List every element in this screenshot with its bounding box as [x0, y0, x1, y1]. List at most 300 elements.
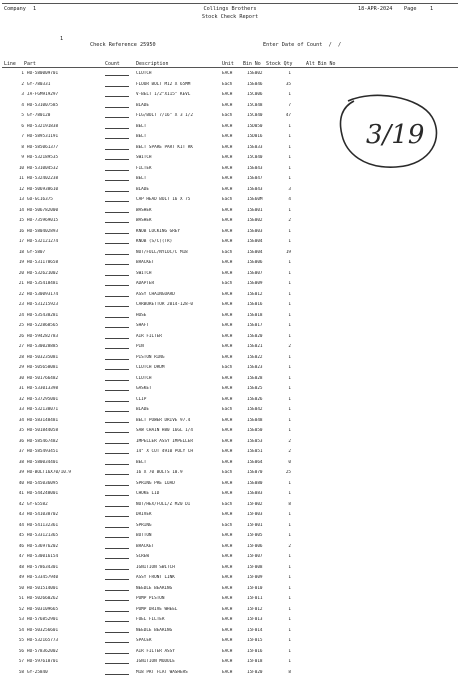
table-row [0, 279, 460, 290]
description: BELT [136, 460, 216, 465]
part-number: HU-583148481 [27, 418, 107, 423]
stock-qty: 1 [271, 292, 291, 297]
description: ASSY FRONT LINK [136, 575, 216, 580]
count-entry-line[interactable] [105, 464, 129, 466]
count-entry-line[interactable] [105, 621, 129, 623]
part-number: HU-580034401 [27, 460, 107, 465]
line-number: 3 [2, 92, 24, 97]
description: KNOB LOCKING GREY [136, 229, 216, 234]
unit: EACH [222, 302, 244, 307]
stock-qty: 1 [271, 281, 291, 286]
bin-number: 15F006 [247, 544, 270, 549]
table-row [0, 552, 460, 563]
bin-number: 15E018 [247, 313, 270, 318]
line-number: 30 [2, 376, 24, 381]
line-number: 46 [2, 544, 24, 549]
stock-qty: 25 [271, 470, 291, 475]
count-entry-line[interactable] [105, 579, 129, 581]
part-number: HU-530093174 [27, 292, 107, 297]
count-entry-line[interactable] [105, 674, 129, 676]
stock-qty: 1 [271, 512, 291, 517]
col-line: Line [4, 61, 16, 67]
line-number: 31 [2, 386, 24, 391]
bin-number: 15C040 [247, 155, 270, 160]
part-number: HU-532138071 [27, 407, 107, 412]
part-number: HU-536976202 [27, 544, 107, 549]
count-entry-line[interactable] [105, 233, 129, 235]
table-row [0, 447, 460, 458]
part-number: HU-585493451 [27, 449, 107, 454]
line-number: 28 [2, 355, 24, 360]
description: NEEDLE BEARING [136, 628, 216, 633]
unit: EACH [222, 596, 244, 601]
bin-number: 15E026 [247, 397, 270, 402]
line-number: 57 [2, 659, 24, 664]
stock-qty: 1 [271, 418, 291, 423]
count-entry-line[interactable] [105, 632, 129, 634]
line-number: 43 [2, 512, 24, 517]
count-entry-line[interactable] [105, 558, 129, 560]
count-entry-line[interactable] [105, 264, 129, 266]
line-number: 32 [2, 397, 24, 402]
count-entry-line[interactable] [105, 107, 129, 109]
line-number: 16 [2, 229, 24, 234]
count-entry-line[interactable] [105, 201, 129, 203]
line-number: 26 [2, 334, 24, 339]
stock-qty: 2 [271, 439, 291, 444]
description: CLIP [136, 397, 216, 402]
description: WASHER [136, 218, 216, 223]
unit: EACH [222, 134, 244, 139]
description: IMPELLER ASSY IMPELLER [136, 439, 216, 444]
bin-number: 15F014 [247, 628, 270, 633]
count-entry-line[interactable] [105, 128, 129, 130]
description: BLADE [136, 103, 216, 108]
part-number: HU-BOLT16X70/10.9 [27, 470, 107, 475]
table-row [0, 615, 460, 626]
stock-qty: 1 [271, 638, 291, 643]
count-entry-line[interactable] [105, 569, 129, 571]
bin-number: 15C006 [247, 92, 270, 97]
stock-qty: 19 [271, 250, 291, 255]
table-row [0, 426, 460, 437]
description: ADAPTER [136, 281, 216, 286]
count-entry-line[interactable] [105, 537, 129, 539]
count-entry-line[interactable] [105, 611, 129, 613]
unit: EACH [222, 586, 244, 591]
part-number: HU-506782000 [27, 208, 107, 213]
stock-qty: 47 [271, 113, 291, 118]
table-row [0, 90, 460, 101]
bin-number: 15E023 [247, 365, 270, 370]
part-number: GY-25840 [27, 670, 107, 675]
table-row [0, 363, 460, 374]
table-row [0, 342, 460, 353]
line-number: 10 [2, 166, 24, 171]
unit: Each [222, 502, 244, 507]
table-row [0, 437, 460, 448]
count-entry-line[interactable] [105, 401, 129, 403]
table-row [0, 216, 460, 227]
stock-qty: 1 [271, 628, 291, 633]
part-number: HU-585467482 [27, 439, 107, 444]
count-entry-line[interactable] [105, 485, 129, 487]
unit: EACH [222, 439, 244, 444]
count-entry-line[interactable] [105, 590, 129, 592]
table-row [0, 227, 460, 238]
line-number: 17 [2, 239, 24, 244]
count-entry-line[interactable] [105, 527, 129, 529]
description: NEEDLE BEARING [136, 586, 216, 591]
stock-qty: 1 [271, 596, 291, 601]
line-number: 36 [2, 439, 24, 444]
stock-qty: 1 [271, 71, 291, 76]
unit: EACH [222, 554, 244, 559]
line-number: 5 [2, 113, 24, 118]
bin-number: 15E028 [247, 376, 270, 381]
stock-qty: 7 [271, 103, 291, 108]
part-number: HU-545036095 [27, 481, 107, 486]
line-number: 19 [2, 260, 24, 265]
part-number: HU-532402238 [27, 176, 107, 181]
unit: Each [222, 82, 244, 87]
bin-number: 15E070 [247, 470, 270, 475]
count-entry-line[interactable] [105, 170, 129, 172]
table-row [0, 332, 460, 343]
count-entry-line[interactable] [105, 642, 129, 644]
col-unit: Unit [222, 61, 234, 67]
count-entry-line[interactable] [105, 317, 129, 319]
unit: EACH [222, 460, 244, 465]
bin-number: 15F007 [247, 554, 270, 559]
count-entry-line[interactable] [105, 516, 129, 518]
table-row [0, 80, 460, 91]
line-number: 18 [2, 250, 24, 255]
bin-number: 15E002 [247, 71, 270, 76]
description: BELT SPARE PART KIT RK [136, 145, 216, 150]
count-entry-line[interactable] [105, 495, 129, 497]
table-row [0, 573, 460, 584]
unit: EACH [222, 218, 244, 223]
part-number: HU-531004532 [27, 166, 107, 171]
description: CLUTCH [136, 376, 216, 381]
table-row [0, 479, 460, 490]
bin-number: 15C048 [247, 103, 270, 108]
count-entry-line[interactable] [105, 548, 129, 550]
line-number: 38 [2, 460, 24, 465]
bin-number: 15F009 [247, 575, 270, 580]
table-row [0, 206, 460, 217]
line-number: 45 [2, 533, 24, 538]
stock-qty: 2 [271, 544, 291, 549]
bin-number: 15D050 [247, 124, 270, 129]
description: BLADE [136, 407, 216, 412]
line-number: 40 [2, 481, 24, 486]
part-number: HU-531178658 [27, 260, 107, 265]
line-number: 39 [2, 470, 24, 475]
description: BUTTON [136, 533, 216, 538]
bin-number: 15E021 [247, 344, 270, 349]
part-number: HU-522868565 [27, 323, 107, 328]
count-entry-line[interactable] [105, 212, 129, 214]
line-number: 48 [2, 565, 24, 570]
bin-number: 15E083 [247, 491, 270, 496]
part-number: HU-576852901 [27, 617, 107, 622]
count-entry-line[interactable] [105, 275, 129, 277]
count-entry-line[interactable] [105, 138, 129, 140]
line-number: 1 [2, 71, 24, 76]
table-row [0, 594, 460, 605]
line-number: 7 [2, 134, 24, 139]
part-number: HU-594282783 [27, 334, 107, 339]
part-number: HU-532165773 [27, 638, 107, 643]
unit: EACH [222, 418, 244, 423]
unit: EACH [222, 292, 244, 297]
description: BRACKET [136, 260, 216, 265]
stock-qty: 1 [271, 271, 291, 276]
part-number: HU-585061377 [27, 145, 107, 150]
table-row [0, 489, 460, 500]
table-row [0, 300, 460, 311]
table-row [0, 605, 460, 616]
bin-number: 15F005 [247, 533, 270, 538]
page-label: Page [404, 6, 417, 12]
unit: EACH [222, 544, 244, 549]
line-number: 55 [2, 638, 24, 643]
part-number: HU-530016154 [27, 554, 107, 559]
description: FILTER [136, 166, 216, 171]
count-entry-line[interactable] [105, 653, 129, 655]
stock-qty: 1 [271, 166, 291, 171]
stock-qty: 1 [271, 554, 291, 559]
part-number: HU-501766482 [27, 376, 107, 381]
description: PIN [136, 344, 216, 349]
count-entry-line[interactable] [105, 254, 129, 256]
description: CAP HEAD BOLT 16 X 75 [136, 197, 216, 202]
count-entry-line[interactable] [105, 369, 129, 371]
description: BLADE [136, 187, 216, 192]
line-number: 51 [2, 596, 24, 601]
unit: EACH [222, 145, 244, 150]
count-entry-line[interactable] [105, 86, 129, 88]
part-number: HU-589531191 [27, 134, 107, 139]
part-number: HU-533121365 [27, 533, 107, 538]
description: 16 X 70 BOLTS 10.9 [136, 470, 216, 475]
part-number: HU-532189535 [27, 155, 107, 160]
description: PISTON RING [136, 355, 216, 360]
description: SWITCH [136, 271, 216, 276]
part-number: GY-G5582 [27, 502, 107, 507]
part-number: HU-505658081 [27, 365, 107, 370]
page-number: 1 [430, 6, 433, 12]
description: IGNITION SWITCH [136, 565, 216, 570]
table-row [0, 636, 460, 647]
stock-qty: 1 [271, 302, 291, 307]
count-entry-line[interactable] [105, 422, 129, 424]
part-number: HU-541132361 [27, 523, 107, 528]
unit: Each [222, 523, 244, 528]
line-number: 41 [2, 491, 24, 496]
description: PUMP PISTON [136, 596, 216, 601]
table-row [0, 258, 460, 269]
bin-number: 15F002 [247, 502, 270, 507]
part-number: HU-503235081 [27, 355, 107, 360]
bin-number: 15F012 [247, 607, 270, 612]
bin-number: 15E006 [247, 260, 270, 265]
bin-number: 15E050 [247, 428, 270, 433]
part-number: HU-580009701 [27, 71, 107, 76]
count-entry-line[interactable] [105, 453, 129, 455]
count-entry-line[interactable] [105, 600, 129, 602]
description: HOSE [136, 313, 216, 318]
unit: EACH [222, 239, 244, 244]
count-entry-line[interactable] [105, 506, 129, 508]
stock-qty: 1 [271, 176, 291, 181]
part-number: HU-597618701 [27, 659, 107, 664]
part-number: GY-780331 [27, 82, 107, 87]
count-entry-line[interactable] [105, 663, 129, 665]
count-entry-line[interactable] [105, 338, 129, 340]
count-entry-line[interactable] [105, 359, 129, 361]
count-entry-line[interactable] [105, 306, 129, 308]
stock-qty: 3 [271, 187, 291, 192]
table-row [0, 111, 460, 122]
part-number: HU-531007585 [27, 103, 107, 108]
table-row [0, 153, 460, 164]
part-number: HU-532191838 [27, 124, 107, 129]
count-entry-line[interactable] [105, 327, 129, 329]
line-number: 34 [2, 418, 24, 423]
unit: EACH [222, 659, 244, 664]
count-entry-line[interactable] [105, 285, 129, 287]
line-number: 27 [2, 344, 24, 349]
count-entry-line[interactable] [105, 159, 129, 161]
table-row [0, 626, 460, 637]
company-number: 1 [33, 6, 36, 12]
stock-qty: 4 [271, 197, 291, 202]
stock-qty: 1 [271, 386, 291, 391]
bin-number: 15F003 [247, 512, 270, 517]
stock-qty: 2 [271, 344, 291, 349]
bin-number: 15E009 [247, 281, 270, 286]
count-entry-line[interactable] [105, 474, 129, 476]
unit: EACH [222, 323, 244, 328]
line-number: 47 [2, 554, 24, 559]
description: KNOB (S/C)(TR) [136, 239, 216, 244]
table-row [0, 195, 460, 206]
table-row [0, 269, 460, 280]
table-row [0, 248, 460, 259]
unit: EACH [222, 397, 244, 402]
bin-number: 15E048 [247, 418, 270, 423]
stock-qty: 1 [271, 659, 291, 664]
part-number: HU-541038702 [27, 512, 107, 517]
description: BRACKET [136, 544, 216, 549]
line-number: 44 [2, 523, 24, 528]
count-entry-line[interactable] [105, 348, 129, 350]
description: GASKET [136, 386, 216, 391]
table-row [0, 405, 460, 416]
description: WASHER [136, 208, 216, 213]
stock-qty: 1 [271, 323, 291, 328]
bin-number: 15E053 [247, 439, 270, 444]
count-entry-line[interactable] [105, 390, 129, 392]
annotation-text: 3/19 [366, 120, 424, 150]
unit: EACH [222, 376, 244, 381]
table-row [0, 164, 460, 175]
description: CLUTCH [136, 71, 216, 76]
description: DRIVER [136, 512, 216, 517]
unit: EACH [222, 260, 244, 265]
count-entry-line[interactable] [105, 117, 129, 119]
count-entry-line[interactable] [105, 75, 129, 77]
col-bin-no: Bin No [243, 61, 261, 67]
description: BELT [136, 176, 216, 181]
line-number: 15 [2, 218, 24, 223]
col-stock-qty: Stock Qty [266, 61, 293, 67]
count-entry-line[interactable] [105, 191, 129, 193]
count-entry-line[interactable] [105, 180, 129, 182]
line-number: 22 [2, 292, 24, 297]
part-number: HU-578362002 [27, 649, 107, 654]
part-number: HU-580402893 [27, 229, 107, 234]
count-entry-line[interactable] [105, 432, 129, 434]
bin-number: 15E080 [247, 481, 270, 486]
description: M18 PRT FLAT WASHERS [136, 670, 216, 675]
count-entry-line[interactable] [105, 96, 129, 98]
stock-qty: 1 [271, 586, 291, 591]
table-row [0, 668, 460, 678]
count-entry-line[interactable] [105, 443, 129, 445]
line-number: 53 [2, 617, 24, 622]
line-number: 58 [2, 670, 24, 675]
stock-qty: 1 [271, 491, 291, 496]
top-rule [2, 3, 458, 4]
report-date: 18-APR-2024 [358, 6, 392, 12]
bin-number: 15E042 [247, 407, 270, 412]
part-number: HU-535438281 [27, 313, 107, 318]
bin-number: 15D016 [247, 134, 270, 139]
count-entry-line[interactable] [105, 222, 129, 224]
description: CLUTCH DRUM [136, 365, 216, 370]
line-number: 49 [2, 575, 24, 580]
part-number: HU-544248001 [27, 491, 107, 496]
count-entry-line[interactable] [105, 380, 129, 382]
line-number: 29 [2, 365, 24, 370]
count-entry-line[interactable] [105, 296, 129, 298]
stock-qty: 1 [271, 334, 291, 339]
stock-table [0, 69, 460, 678]
part-number: HU-535418481 [27, 281, 107, 286]
stock-qty: 1 [271, 565, 291, 570]
unit: EACH [222, 628, 244, 633]
bin-number: 15E022 [247, 355, 270, 360]
count-entry-line[interactable] [105, 149, 129, 151]
count-entry-line[interactable] [105, 243, 129, 245]
table-row [0, 584, 460, 595]
unit: EACH [222, 428, 244, 433]
line-number: 8 [2, 145, 24, 150]
table-row [0, 531, 460, 542]
count-entry-line[interactable] [105, 411, 129, 413]
table-row [0, 468, 460, 479]
bin-number: 15F013 [247, 617, 270, 622]
bin-number: 15F001 [247, 523, 270, 528]
line-number: 50 [2, 586, 24, 591]
bin-number: 15E001 [247, 208, 270, 213]
bin-number: 15F015 [247, 638, 270, 643]
bin-number: 15E017 [247, 323, 270, 328]
